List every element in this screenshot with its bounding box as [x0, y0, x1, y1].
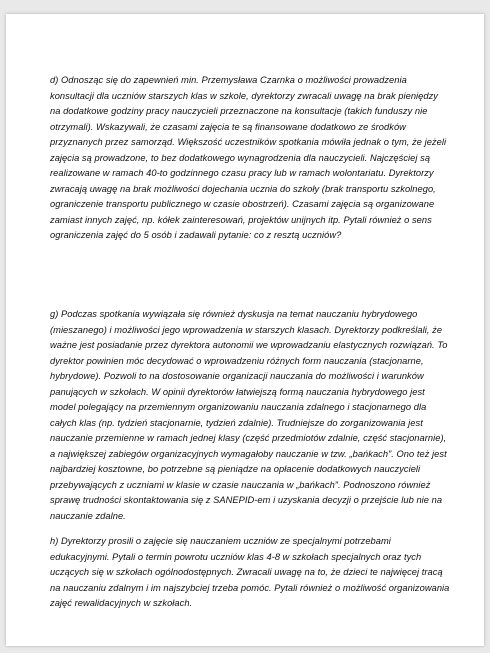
- paragraph-h: h) Dyrektorzy prosili o zajęcie się nauczaniem uczniów ze specjalnymi potrzebami edukacyjnymi. Pytali o termin powrotu uczniów klas 4-8 w szkołach specjalnych oraz tych uczących się w szkołach ogólnodostępnych. Zwracali uwagę na to, że dzieci te najwięcej tracą na nauczaniu zdalnym i im najszybciej trzeba pomóc. Pytali również o możliwość organizowania zajęć rewalidacyjnych w szkołach.: [50, 536, 450, 608]
- paragraph-g: g) Podczas spotkania wywiązała się również dyskusja na temat nauczaniu hybrydowego (mieszanego) i możliwości jego wprowadzenia w starszych klasach. Dyrektorzy podkreślali, że ważne jest posiadanie przez dyrektora autonomii we wprowadzaniu elastycznych rozwiązań. To dyrektor powinien móc decydować o wprowadzeniu różnych form nauczania (stacjonarne, hybrydowe). Pozwoli to na dostosowanie organizacji nauczania do możliwości i warunków panujących w szkołach. W opinii dyrektorów łatwiejszą formą nauczania hybrydowego jest model polegający na przemiennym organizowaniu nauczania zdalnego i stacjonarnego dla całych klas (np. tydzień stacjonarnie, tydzień zdalnie). Trudniejsze do zorganizowania jest nauczanie przemienne w ramach jednej klasy (część przedmiotów zdalnie, część stacjonarnie), a największej zabiegów organizacyjnych wymagałoby nauczanie w tzw. „bańkach”. Ono też jest najbardziej kosztowne, bo potrzebne są pieniądze na opłacenie dodatkowych nauczycieli przebywających z uczniami w klasie w czasie nauczania w „bańkach”. Podnoszono również sprawę trudności skontaktowania się z SANEPID-em i uzyskania decyzji o przejście lub nie na nauczanie zdalne.: [50, 309, 448, 521]
- paragraph-d: d) Odnosząc się do zapewnień min. Przemysława Czarnka o możliwości prowadzenia konsultacji dla uczniów starszych klas w szkole, dyrektorzy zwracali uwagę na brak pieniędzy na dodatkowe godziny pracy nauczycieli przeznaczone na konsultacje (takich funduszy nie otrzymali). Wskazywali, że czasami zajęcia te są finansowane dodatkowo ze środków przyznanych przez samorząd. Większość uczestników spotkania mówiła jednak o tym, że jeżeli zajęcia są prowadzone, to bez dodatkowego wynagrodzenia dla nauczycieli. Najczęściej są realizowane w ramach 40-to godzinnego czasu pracy lub w ramach wolontariatu. Dyrektorzy zwracają uwagę na brak możliwości dojechania ucznia do szkoły (brak transportu szkolnego, ograniczenie transportu publicznego w czasie obostrzeń). Czasami zajęcia są organizowane zamiast innych zajęć, np. kółek zainteresowań, projektów unijnych itp. Pytali również o sens ograniczenia zajęć do 5 osób i zadawali pytanie: co z resztą uczniów?: [50, 75, 447, 240]
- document-page: [6, 14, 484, 646]
